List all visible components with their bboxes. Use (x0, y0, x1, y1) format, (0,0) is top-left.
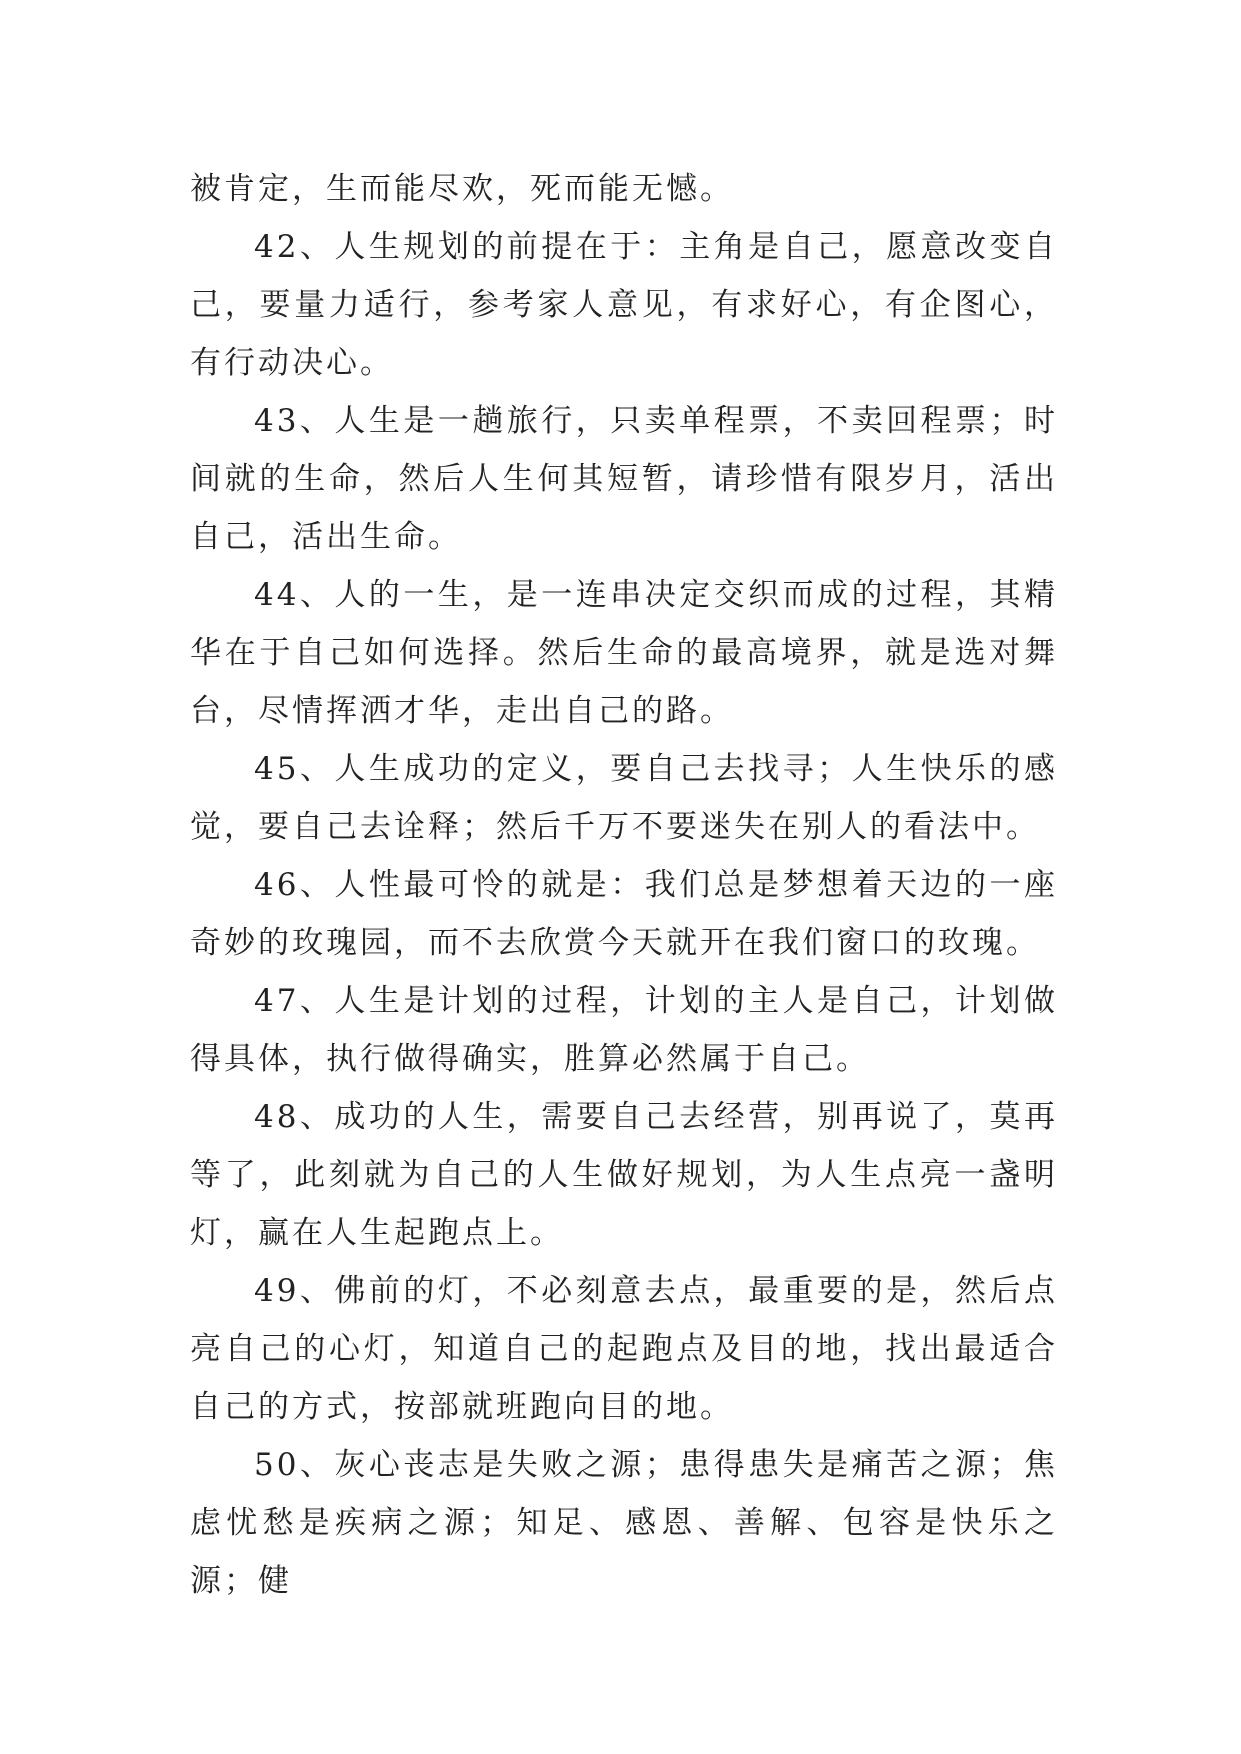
paragraph-49: 49、佛前的灯，不必刻意去点，最重要的是，然后点亮自己的心灯，知道自己的起跑点及目的地，找出最适合自己的方式，按部就班跑向目的地。 (190, 1273, 1058, 1425)
document-body (190, 160, 1058, 1610)
paragraph-41-continuation: 被肯定，生而能尽欢，死而能无憾。 (190, 171, 734, 207)
paragraph-43: 43、人生是一趟旅行，只卖单程票，不卖回程票；时间就的生命，然后人生何其短暂，请珍惜有限岁月，活出自己，活出生命。 (190, 403, 1058, 555)
paragraph-48: 48、成功的人生，需要自己去经营，别再说了，莫再等了，此刻就为自己的人生做好规划，为人生点亮一盏明灯，赢在人生起跑点上。 (190, 1099, 1058, 1251)
paragraph-45: 45、人生成功的定义，要自己去找寻；人生快乐的感觉，要自己去诠释；然后千万不要迷失在别人的看法中。 (190, 751, 1058, 845)
paragraph-46: 46、人性最可怜的就是：我们总是梦想着天边的一座奇妙的玫瑰园，而不去欣赏今天就开在我们窗口的玫瑰。 (190, 867, 1058, 961)
paragraph-50: 50、灰心丧志是失败之源；患得患失是痛苦之源；焦虑忧愁是疾病之源；知足、感恩、善解、包容是快乐之源；健 (190, 1447, 1058, 1599)
paragraph-47: 47、人生是计划的过程，计划的主人是自己，计划做得具体，执行做得确实，胜算必然属于自己。 (190, 983, 1058, 1077)
paragraph-42: 42、人生规划的前提在于：主角是自己，愿意改变自己，要量力适行，参考家人意见，有求好心，有企图心，有行动决心。 (190, 229, 1058, 381)
paragraph-44: 44、人的一生，是一连串决定交织而成的过程，其精华在于自己如何选择。然后生命的最高境界，就是选对舞台，尽情挥洒才华，走出自己的路。 (190, 577, 1058, 729)
